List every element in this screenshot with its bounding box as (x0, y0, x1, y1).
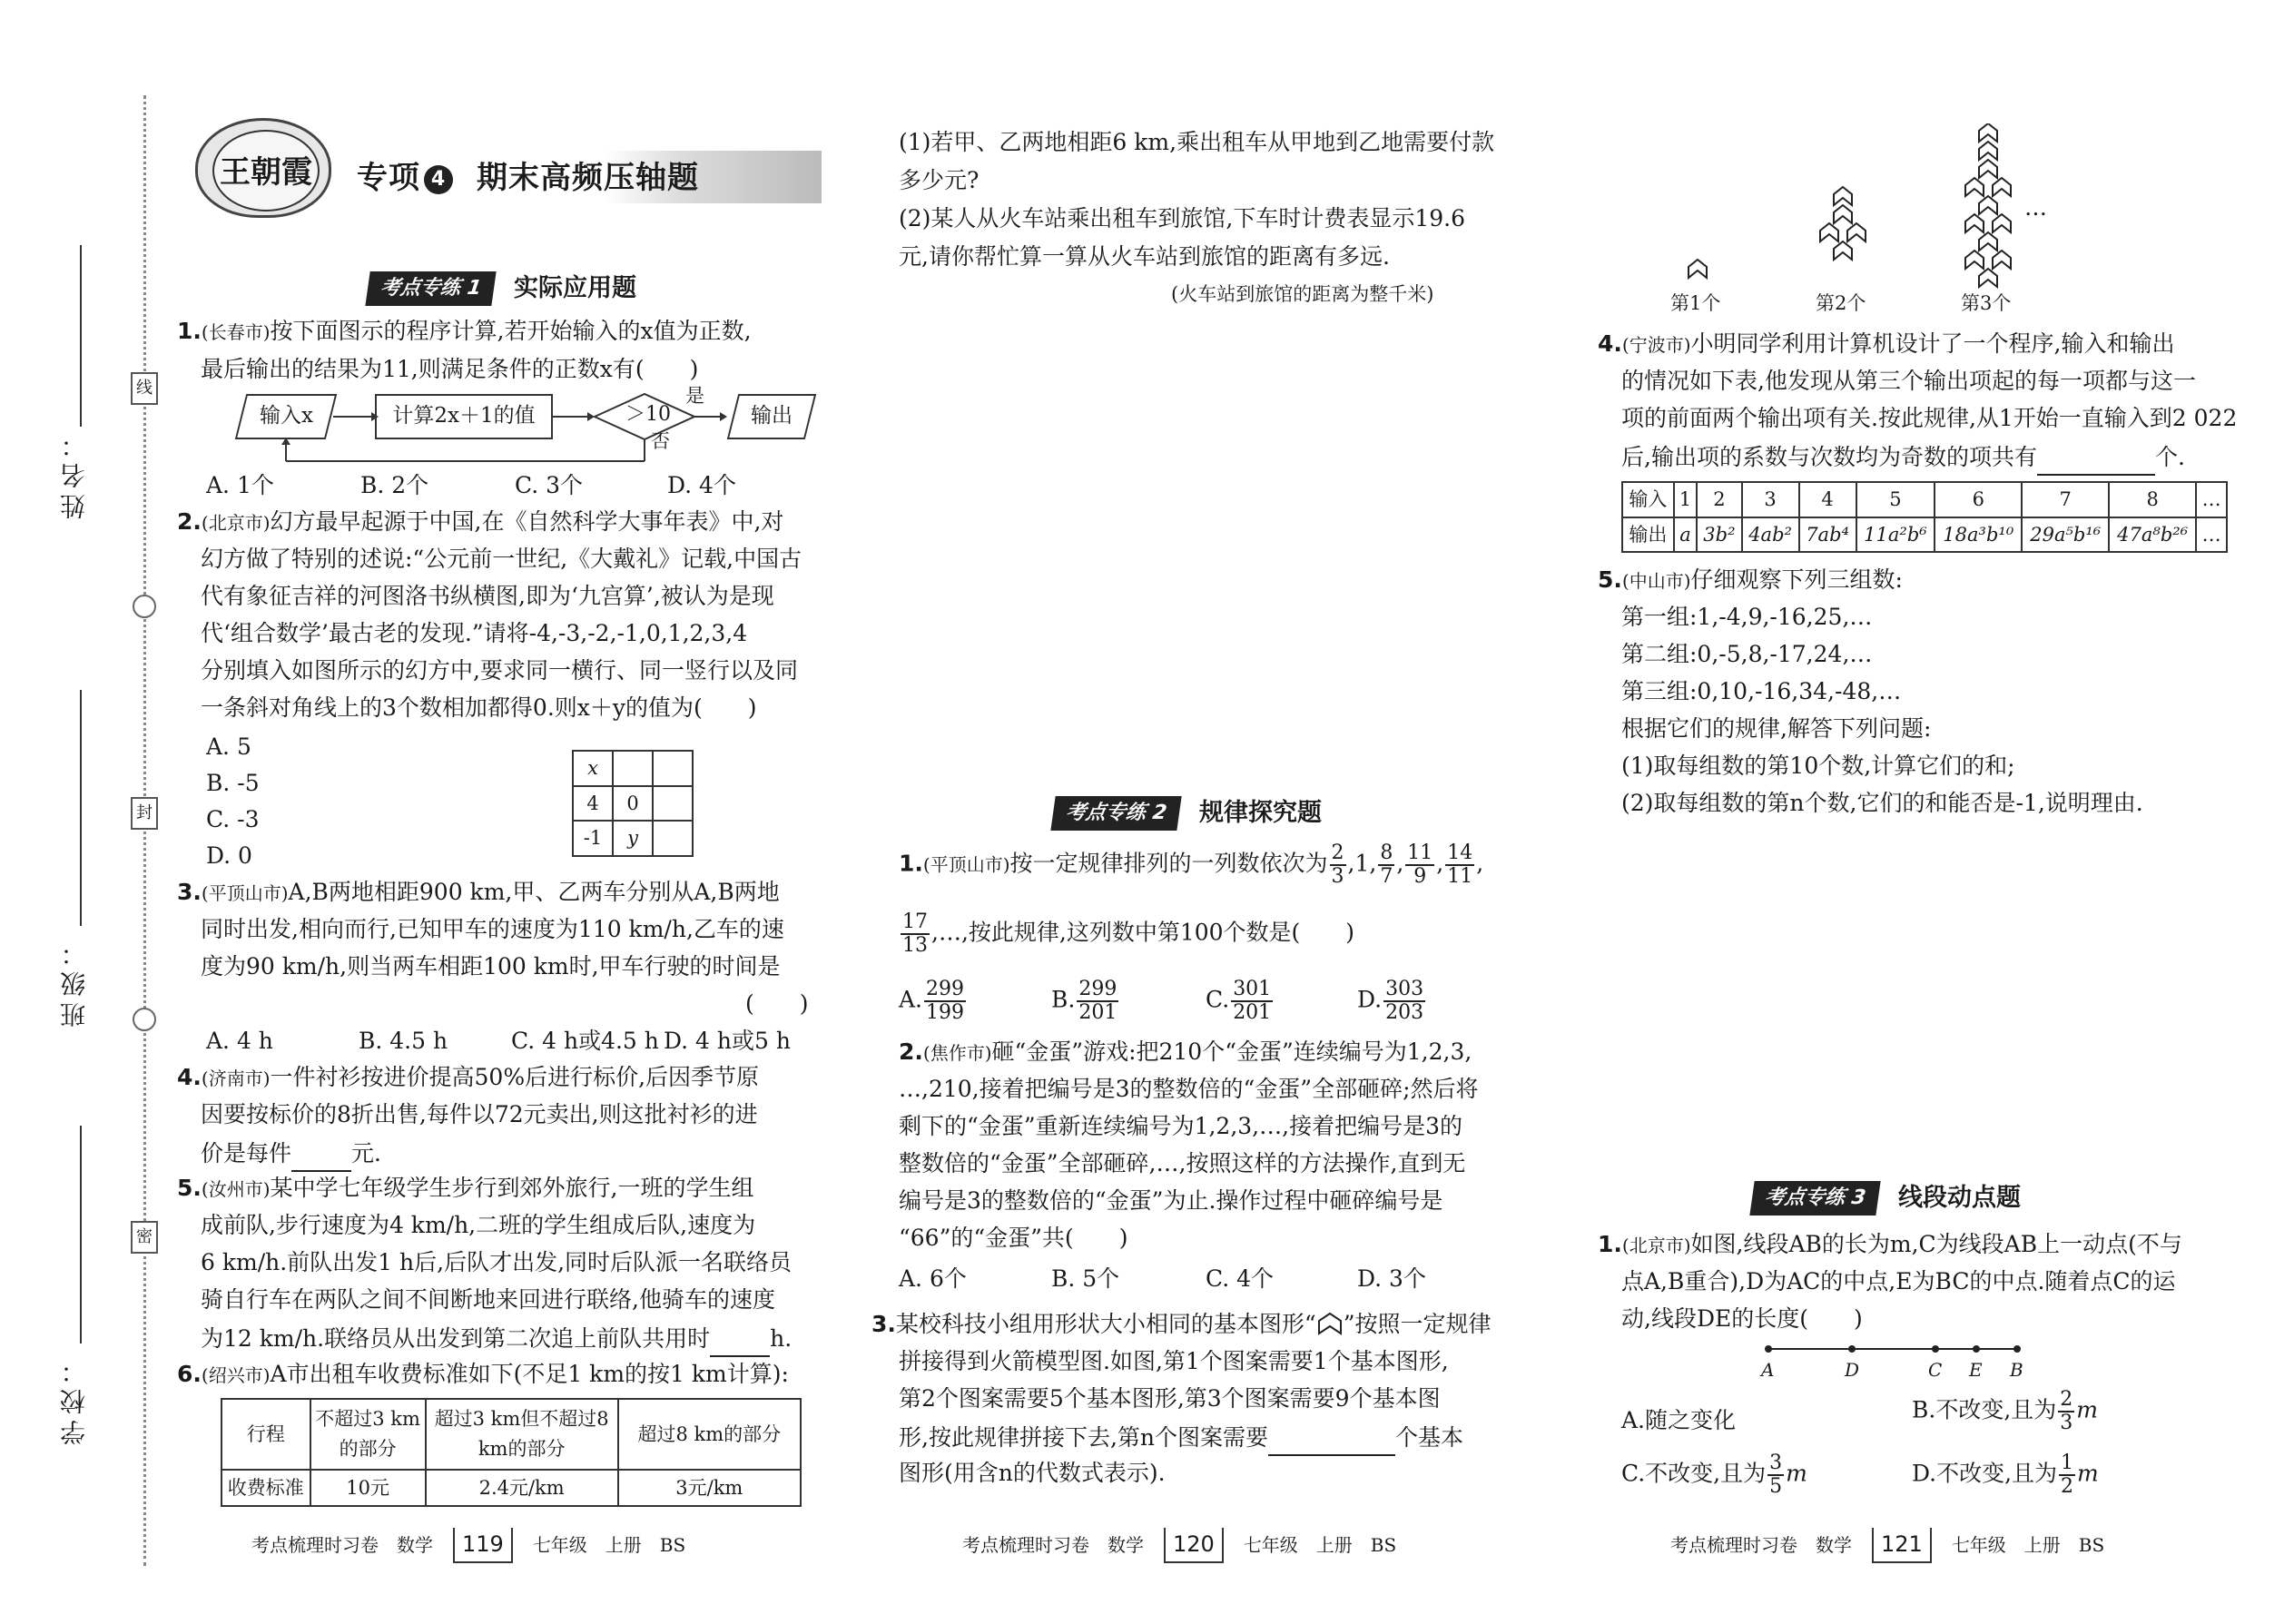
table-cell: 3元/km (618, 1470, 801, 1506)
table-cell: … (2196, 482, 2227, 517)
question-2-line-6: 一条斜对角线上的3个数相加都得0.则x＋y的值为( ) (201, 694, 757, 721)
table-cell: 输入 (1622, 482, 1674, 517)
question-3-line-3: 度为90 km/h,则当两车相距100 km时,甲车行驶的时间是 (201, 953, 781, 979)
s2-question-2-line-2: …,210,接着把编号是3的整数倍的“金蛋”全部砸碎;然后将 (899, 1076, 1479, 1102)
table-cell: a (1674, 517, 1698, 553)
flow-input-box: 输入x (235, 394, 337, 439)
q3-option-d[interactable]: D. 4 h或5 h (664, 1028, 791, 1054)
s2-question-3-line-4: 形,按此规律拼接下去,第n个图案需要 个基本 (899, 1419, 1463, 1456)
rocket-label-3: 第3个 (1961, 292, 2012, 314)
question-3-line-2: 同时出发,相向而行,已知甲车的速度为110 km/h,乙车的速 (201, 916, 784, 942)
point-label-c: C (1928, 1359, 1943, 1381)
topic-number: 4 (424, 165, 453, 194)
column-page-120 (871, 0, 1534, 1624)
page-footer: 考点梳理时习卷 数学 119 七年级 上册 BS (251, 1528, 685, 1563)
binding-dotted-line (143, 95, 146, 1566)
grid-cell: x (573, 751, 613, 786)
grid-cell: 4 (573, 786, 613, 822)
s2-q1-option-c[interactable]: C. $\frac{301}{201}$ (1206, 978, 1272, 1025)
s2-question-3-line-1: 3.某校科技小组用形状大小相同的基本图形“ ”按照一定规律 (871, 1311, 1492, 1337)
point-label-a: A (1761, 1359, 1775, 1381)
point-label-e: E (1969, 1359, 1983, 1381)
school-label: 学校： (59, 1353, 89, 1445)
answer-blank[interactable] (710, 1320, 770, 1357)
question-4-line-1: 4.(济南市)一件衬衫按进价提高50%后进行标价,后因季节原 (177, 1064, 760, 1090)
s2-question-2-line-4: 整数倍的“金蛋”全部砸碎,…,按照这样的方法操作,直到无 (899, 1150, 1466, 1176)
grid-cell (653, 821, 693, 856)
grid-cell: 0 (613, 786, 653, 822)
table-cell: 2.4元/km (426, 1470, 618, 1506)
table-cell: 2 (1697, 482, 1741, 517)
question-5-line-2: 成前队,步行速度为4 km/h,二班的学生组成后队,速度为 (201, 1212, 756, 1238)
table-cell: 4ab² (1742, 517, 1799, 553)
s2-q2-option-b[interactable]: B. 5个 (1051, 1265, 1120, 1292)
q6-part-2-line-1: (2)某人从火车站乘出租车到旅馆,下车时计费表显示19.6 (899, 205, 1466, 231)
s2-q2-option-c[interactable]: C. 4个 (1206, 1265, 1275, 1292)
binding-margin (0, 0, 172, 1624)
c3-question-5-group-1: 第一组:1,-4,9,-16,25,… (1621, 604, 1873, 630)
question-1-line-2: 最后输出的结果为11,则满足条件的正数x有( ) (201, 356, 699, 382)
c3-question-5-line-1: 5.(中山市)仔细观察下列三组数: (1598, 566, 1903, 593)
s3-q1-option-a[interactable]: A.随之变化 (1621, 1407, 1737, 1433)
input-output-table (1621, 481, 2228, 553)
c3-question-5-part-2: (2)取每组数的第n个数,它们的和能否是-1,说明理由. (1621, 790, 2143, 816)
table-header: 不超过3 km的部分 (310, 1399, 426, 1470)
binding-mark-secret: 密 (131, 1221, 158, 1254)
s3-question-1-line-2: 点A,B重合),D为AC的中点,E为BC的中点.随着点C的运 (1621, 1268, 2176, 1294)
class-field-line[interactable] (80, 690, 82, 926)
s2-q2-option-a[interactable]: A. 6个 (899, 1265, 967, 1292)
s2-question-1-line-1: 1.(平顶山市)按一定规律排列的一列数依次为 $\frac{2}{3}$ ,1, $\frac{8}{7}$ , $\frac{11}{9}$ , $\frac{14}{11}$ , (899, 842, 1484, 889)
table-cell: 3b² (1697, 517, 1741, 553)
q1-option-b[interactable]: B. 2个 (360, 472, 429, 498)
table-cell: … (2196, 517, 2227, 553)
table-cell: 10元 (310, 1470, 426, 1506)
section-tag: 考点专练 3 (1749, 1181, 1880, 1216)
question-3-line-1: 3.(平顶山市)A,B两地相距900 km,甲、乙两车分别从A,B两地 (177, 879, 780, 905)
s2-q1-option-b[interactable]: B. $\frac{299}{201}$ (1051, 978, 1117, 1025)
s2-question-2-line-3: 剩下的“金蛋”重新连续编号为1,2,3,…,接着把编号是3的 (899, 1113, 1462, 1139)
c3-question-4-line-3: 项的前面两个输出项有关.按此规律,从1开始一直输入到2 022 (1621, 405, 2238, 431)
table-cell: 8 (2109, 482, 2196, 517)
question-4-line-2: 因要按标价的8折出售,每件以72元卖出,则这批衬衫的进 (201, 1101, 758, 1127)
c3-question-4-line-1: 4.(宁波市)小明同学利用计算机设计了一个程序,输入和输出 (1598, 330, 2175, 357)
table-cell: 11a²b⁶ (1856, 517, 1935, 553)
question-5-line-3: 6 km/h.前队出发1 h后,后队才出发,同时后队派一名联络员 (201, 1249, 793, 1275)
question-5-line-5: 为12 km/h.联络员从出发到第二次追上前队共用时 h. (201, 1320, 792, 1357)
s2-question-2-line-6: “66”的“金蛋”共( ) (899, 1225, 1128, 1251)
table-cell: 收费标准 (222, 1470, 310, 1506)
q6-part-2-line-2: 元,请你帮忙算一算从火车站到旅馆的距离有多远. (899, 243, 1390, 270)
flow-no-label: 否 (651, 430, 670, 452)
answer-blank[interactable] (291, 1135, 351, 1172)
grid-cell: -1 (573, 821, 613, 856)
s3-question-1-line-3: 动,线段DE的长度( ) (1621, 1305, 1863, 1332)
answer-blank[interactable] (1268, 1419, 1395, 1456)
question-5-line-4: 骑自行车在两队之间不间断地来回进行联络,他骑车的速度 (201, 1286, 775, 1313)
section-title: 实际应用题 (513, 274, 636, 303)
q2-option-d[interactable]: D. 0 (206, 842, 252, 869)
question-2-line-3: 代有象征吉祥的河图洛书纵横图,即为‘九宫算’,被认为是现 (201, 583, 774, 609)
taxi-fare-table (221, 1398, 802, 1507)
q6-part-1-line-1: (1)若甲、乙两地相距6 km,乘出租车从甲地到乙地需要付款 (899, 129, 1495, 155)
c3-question-4-line-4: 后,输出项的系数与次数均为奇数的项共有 个. (1621, 438, 2185, 476)
question-5-line-1: 5.(汝州市)某中学七年级学生步行到郊外旅行,一班的学生组 (177, 1175, 754, 1201)
question-1-line-1: 1.(长春市)按下面图示的程序计算,若开始输入的x值为正数, (177, 318, 752, 344)
q3-option-c[interactable]: C. 4 h或4.5 h (511, 1028, 659, 1054)
grid-cell: y (613, 821, 653, 856)
table-header: 超过8 km的部分 (618, 1399, 801, 1470)
magic-square-grid (572, 750, 694, 857)
q3-option-b[interactable]: B. 4.5 h (359, 1028, 448, 1054)
c3-question-5-instruction: 根据它们的规律,解答下列问题: (1621, 715, 1932, 742)
topic-prefix: 专项 (357, 160, 420, 196)
s3-q1-option-b[interactable]: B.不改变,且为 $\frac{2}{3}$ m (1912, 1388, 2098, 1435)
grid-cell (653, 751, 693, 786)
q2-option-a[interactable]: A. 5 (206, 733, 251, 760)
page-number: 119 (453, 1528, 513, 1563)
topic-banner (195, 118, 822, 218)
section-tag: 考点专练 1 (365, 271, 496, 306)
basic-shape-icon (1316, 1312, 1344, 1335)
table-header: 行程 (222, 1399, 310, 1470)
question-2-line-2: 幻方做了特别的述说:“公元前一世纪,《大戴礼》记载,中国古 (201, 546, 802, 572)
rocket-3 (1965, 123, 2011, 287)
section-header-2 (1053, 795, 1322, 832)
question-2-line-4: 代‘组合数学’最古老的发现.”请将-4,-3,-2,-1,0,1,2,3,4 (201, 620, 748, 646)
s2-question-1-line-2: $\frac{17}{13}$ ,…,按此规律,这列数中第100个数是( ) (902, 910, 1355, 958)
page-number: 120 (1164, 1528, 1224, 1563)
rocket-label-2: 第2个 (1816, 292, 1866, 314)
column-page-119 (177, 0, 831, 1624)
s3-q1-option-d[interactable]: D.不改变,且为 $\frac{1}{2}$ m (1912, 1452, 2099, 1499)
table-cell: 1 (1674, 482, 1698, 517)
table-cell: 4 (1799, 482, 1856, 517)
binding-hole-icon (133, 1008, 156, 1031)
c3-question-5-part-1: (1)取每组数的第10个数,计算它们的和; (1621, 753, 2015, 779)
q1-option-c[interactable]: C. 3个 (515, 472, 584, 498)
c3-question-5-group-3: 第三组:0,10,-16,34,-48,… (1621, 678, 1902, 704)
q1-option-a[interactable]: A. 1个 (206, 472, 274, 498)
flow-yes-label: 是 (685, 385, 704, 407)
table-cell: 29a⁵b¹⁶ (2022, 517, 2109, 553)
c3-question-5-group-2: 第二组:0,-5,8,-17,24,… (1621, 641, 1873, 667)
flow-compute-box: 计算2x＋1的值 (375, 394, 553, 439)
table-cell: 输出 (1622, 517, 1674, 553)
flow-condition: ＞10 (625, 403, 671, 426)
segment-ab-figure (1761, 1342, 2033, 1360)
s2-question-3-line-5: 图形(用含n的代数式表示). (899, 1460, 1166, 1486)
page-footer: 考点梳理时习卷 数学 120 七年级 上册 BS (962, 1528, 1396, 1563)
page-footer: 考点梳理时习卷 数学 121 七年级 上册 BS (1670, 1528, 2104, 1563)
rocket-ellipsis: … (2024, 194, 2047, 221)
table-cell: 5 (1856, 482, 1935, 517)
name-field-line[interactable] (80, 245, 82, 427)
table-cell: 6 (1935, 482, 2022, 517)
page-number: 121 (1872, 1528, 1932, 1563)
rocket-label-1: 第1个 (1670, 292, 1721, 314)
q1-option-d[interactable]: D. 4个 (667, 472, 736, 498)
rocket-2 (1820, 187, 1866, 260)
question-6-line-1: 6.(绍兴市)A市出租车收费标准如下(不足1 km的按1 km计算): (177, 1361, 789, 1387)
logo-text: 王朝霞 (212, 130, 320, 212)
grid-cell (653, 786, 693, 822)
s3-q1-option-c[interactable]: C.不改变,且为 $\frac{3}{5}$ m (1621, 1452, 1807, 1499)
class-label: 班级： (59, 935, 89, 1028)
table-cell: 3 (1742, 482, 1799, 517)
q3-option-a[interactable]: A. 4 h (206, 1028, 273, 1054)
s2-question-2-line-1: 2.(焦作市)砸“金蛋”游戏:把210个“金蛋”连续编号为1,2,3, (899, 1038, 1472, 1065)
table-cell: 47a⁸b²⁶ (2109, 517, 2196, 553)
table-cell: 7ab⁴ (1799, 517, 1856, 553)
c3-question-4-line-2: 的情况如下表,他发现从第三个输出项起的每一项都与这一 (1621, 368, 2196, 394)
question-4-line-3: 价是每件 元. (201, 1135, 381, 1172)
q2-option-c[interactable]: C. -3 (206, 806, 260, 832)
section-title: 线段动点题 (1897, 1184, 2021, 1213)
q2-option-b[interactable]: B. -5 (206, 770, 260, 796)
binding-hole-icon (133, 595, 156, 618)
answer-blank[interactable] (2037, 438, 2155, 476)
binding-mark-seal: 封 (131, 797, 158, 830)
point-label-b: B (2010, 1359, 2023, 1381)
question-2-line-5: 分别填入如图所示的幻方中,要求同一横行、同一竖行以及同 (201, 657, 798, 684)
topic-title-text: 期末高频压轴题 (477, 160, 699, 196)
s2-q2-option-d[interactable]: D. 3个 (1357, 1265, 1426, 1292)
s2-question-3-line-2: 拼接得到火箭模型图.如图,第1个图案需要1个基本图形, (899, 1348, 1449, 1374)
s2-question-3-line-3: 第2个图案需要5个基本图形,第3个图案需要9个基本图 (899, 1385, 1441, 1412)
question-2-line-1: 2.(北京市)幻方最早起源于中国,在《自然科学大事年表》中,对 (177, 508, 784, 535)
s2-question-2-line-5: 编号是3的整数倍的“金蛋”为止.操作过程中砸碎编号是 (899, 1187, 1443, 1214)
section-tag: 考点专练 2 (1050, 796, 1181, 831)
grid-cell (613, 751, 653, 786)
flow-output-box: 输出 (727, 394, 816, 439)
column-page-121 (1598, 0, 2238, 1624)
s3-question-1-line-1: 1.(北京市)如图,线段AB的长为m,C为线段AB上一动点(不与 (1598, 1231, 2182, 1257)
section-title: 规律探究题 (1198, 799, 1322, 828)
question-3-answer-paren[interactable]: ( ) (745, 990, 809, 1017)
s2-q1-option-a[interactable]: A. $\frac{299}{199}$ (899, 978, 965, 1025)
table-cell: 7 (2022, 482, 2109, 517)
topic-title (357, 154, 699, 202)
q6-note: (火车站到旅馆的距离为整千米) (1171, 283, 1434, 305)
binding-mark-line: 线 (131, 372, 158, 405)
s2-q1-option-d[interactable]: D. $\frac{303}{203}$ (1357, 978, 1424, 1025)
table-header: 超过3 km但不超过8 km的部分 (426, 1399, 618, 1470)
section-header-1 (368, 271, 636, 307)
point-label-d: D (1845, 1359, 1860, 1381)
logo-seal-icon (195, 118, 331, 218)
name-label: 姓名： (59, 427, 89, 519)
rocket-pattern-figure (1652, 123, 2197, 305)
school-field-line[interactable] (80, 1126, 82, 1343)
table-cell: 18a³b¹⁰ (1935, 517, 2022, 553)
q6-part-1-line-2: 多少元? (899, 167, 980, 193)
section-header-3 (1752, 1180, 2021, 1216)
